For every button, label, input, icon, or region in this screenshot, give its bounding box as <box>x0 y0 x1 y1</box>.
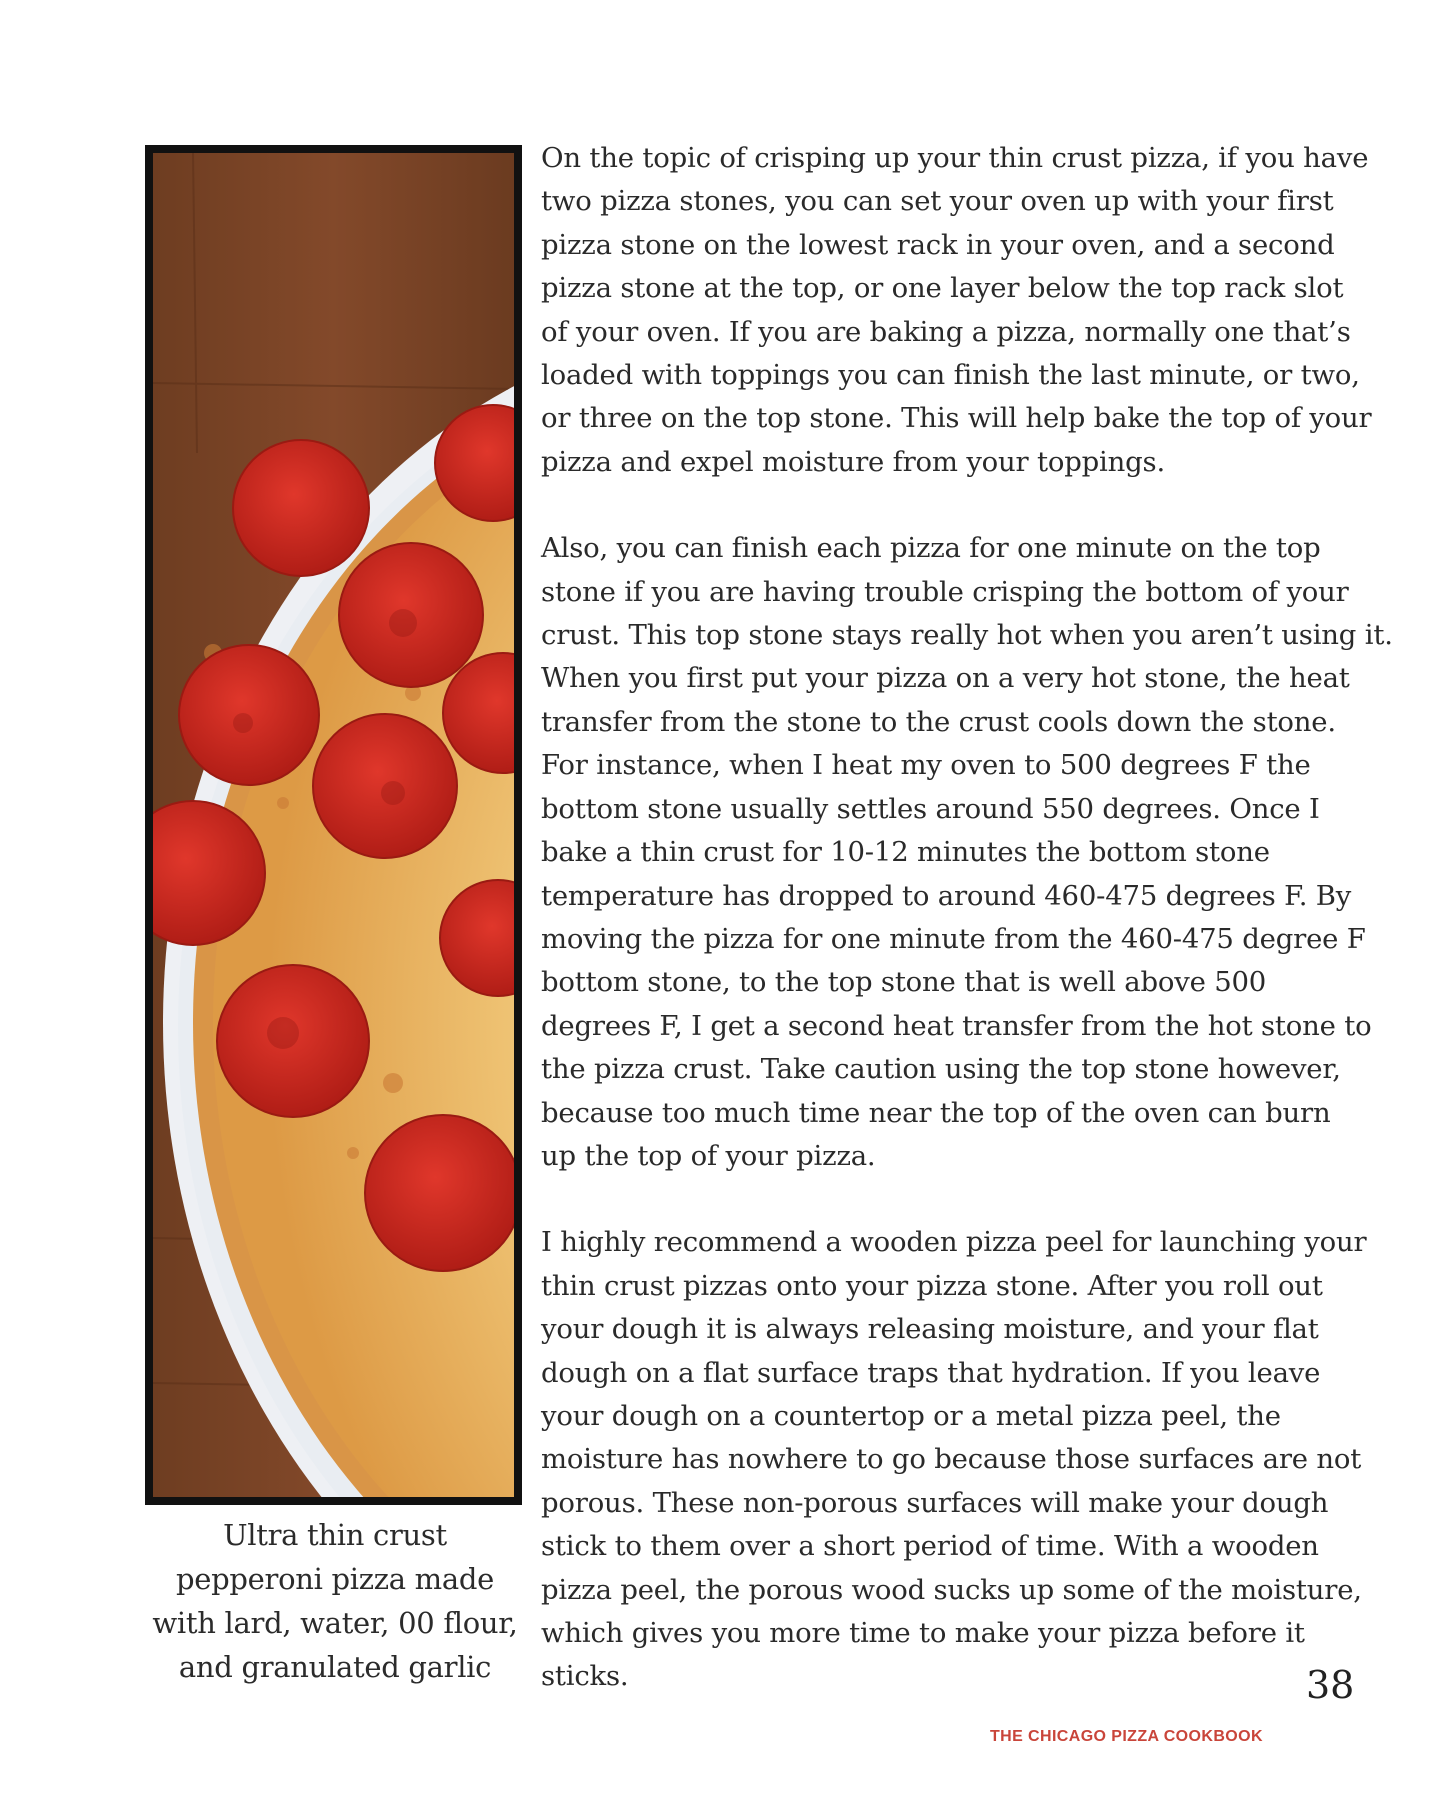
text-line: transfer from the stone to the crust cools down the stone. <box>541 705 1336 738</box>
text-line: Also, you can finish each pizza for one minute on the top <box>541 532 1321 565</box>
text-line: moving the pizza for one minute from the 460-475 degree F <box>541 922 1366 955</box>
text-line: sticks. <box>541 1660 629 1693</box>
book-title-footer: THE CHICAGO PIZZA COOKBOOK <box>990 1728 1263 1745</box>
text-line: two pizza stones, you can set your oven up with your first <box>541 185 1334 218</box>
caption-line: and granulated garlic <box>178 1650 492 1684</box>
text-line: your dough on a countertop or a metal pizza peel, the <box>541 1399 1281 1432</box>
text-line: up the top of your pizza. <box>541 1139 876 1172</box>
text-line: bottom stone usually settles around 550 degrees. Once I <box>541 792 1320 825</box>
text-line: dough on a flat surface traps that hydration. If you leave <box>541 1356 1321 1389</box>
text-line: stone if you are having trouble crisping the bottom of your <box>541 575 1349 608</box>
text-line: the pizza crust. Take caution using the top stone however, <box>541 1053 1341 1086</box>
paragraph-3 <box>541 1221 1367 1698</box>
paragraph-1 <box>541 137 1372 484</box>
body-text <box>541 137 1393 1742</box>
text-line: pizza stone on the lowest rack in your oven, and a second <box>541 228 1335 261</box>
text-line: stick to them over a short period of time. With a wooden <box>541 1530 1319 1563</box>
text-line: which gives you more time to make your pizza before it <box>541 1617 1305 1649</box>
text-line: or three on the top stone. This will help bake the top of your <box>541 402 1372 435</box>
pizza-photo <box>153 153 514 1497</box>
text-line: loaded with toppings you can finish the last minute, or two, <box>541 359 1360 392</box>
text-line: crust. This top stone stays really hot when you aren’t using it. <box>541 619 1393 652</box>
text-line: degrees F, I get a second heat transfer from the hot stone to <box>541 1009 1372 1042</box>
text-line: bottom stone, to the top stone that is well above 500 <box>541 966 1267 999</box>
text-line: For instance, when I heat my oven to 500 degrees F the <box>541 749 1311 782</box>
caption-line: pepperoni pizza made <box>176 1562 494 1596</box>
text-line: thin crust pizzas onto your pizza stone. After you roll out <box>541 1269 1323 1302</box>
text-line: On the topic of crisping up your thin crust pizza, if you have <box>541 142 1369 174</box>
text-line: pizza peel, the porous wood sucks up some of the moisture, <box>541 1573 1362 1606</box>
caption-line: Ultra thin crust <box>223 1518 447 1552</box>
text-line: of your oven. If you are baking a pizza, normally one that’s <box>541 315 1351 348</box>
text-line: bake a thin crust for 10-12 minutes the bottom stone <box>541 836 1270 869</box>
text-line: because too much time near the top of the oven can burn <box>541 1096 1331 1129</box>
text-line: When you first put your pizza on a very hot stone, the heat <box>541 662 1350 695</box>
text-line: I highly recommend a wooden pizza peel for launching your <box>541 1226 1367 1259</box>
text-line: porous. These non-porous surfaces will make your dough <box>541 1486 1329 1519</box>
text-line: your dough it is always releasing moisture, and your flat <box>541 1313 1319 1346</box>
text-line: pizza and expel moisture from your toppings. <box>541 445 1165 478</box>
photo-caption <box>150 1513 520 1689</box>
text-line: pizza stone at the top, or one layer below the top rack slot <box>541 272 1344 305</box>
page-number: 38 <box>1306 1663 1355 1707</box>
paragraph-2 <box>541 527 1393 1178</box>
caption-line: with lard, water, 00 flour, <box>152 1606 518 1640</box>
text-line: temperature has dropped to around 460-475 degrees F. By <box>541 879 1352 912</box>
text-line: moisture has nowhere to go because those surfaces are not <box>541 1443 1362 1476</box>
pizza-photo-frame <box>145 145 522 1505</box>
